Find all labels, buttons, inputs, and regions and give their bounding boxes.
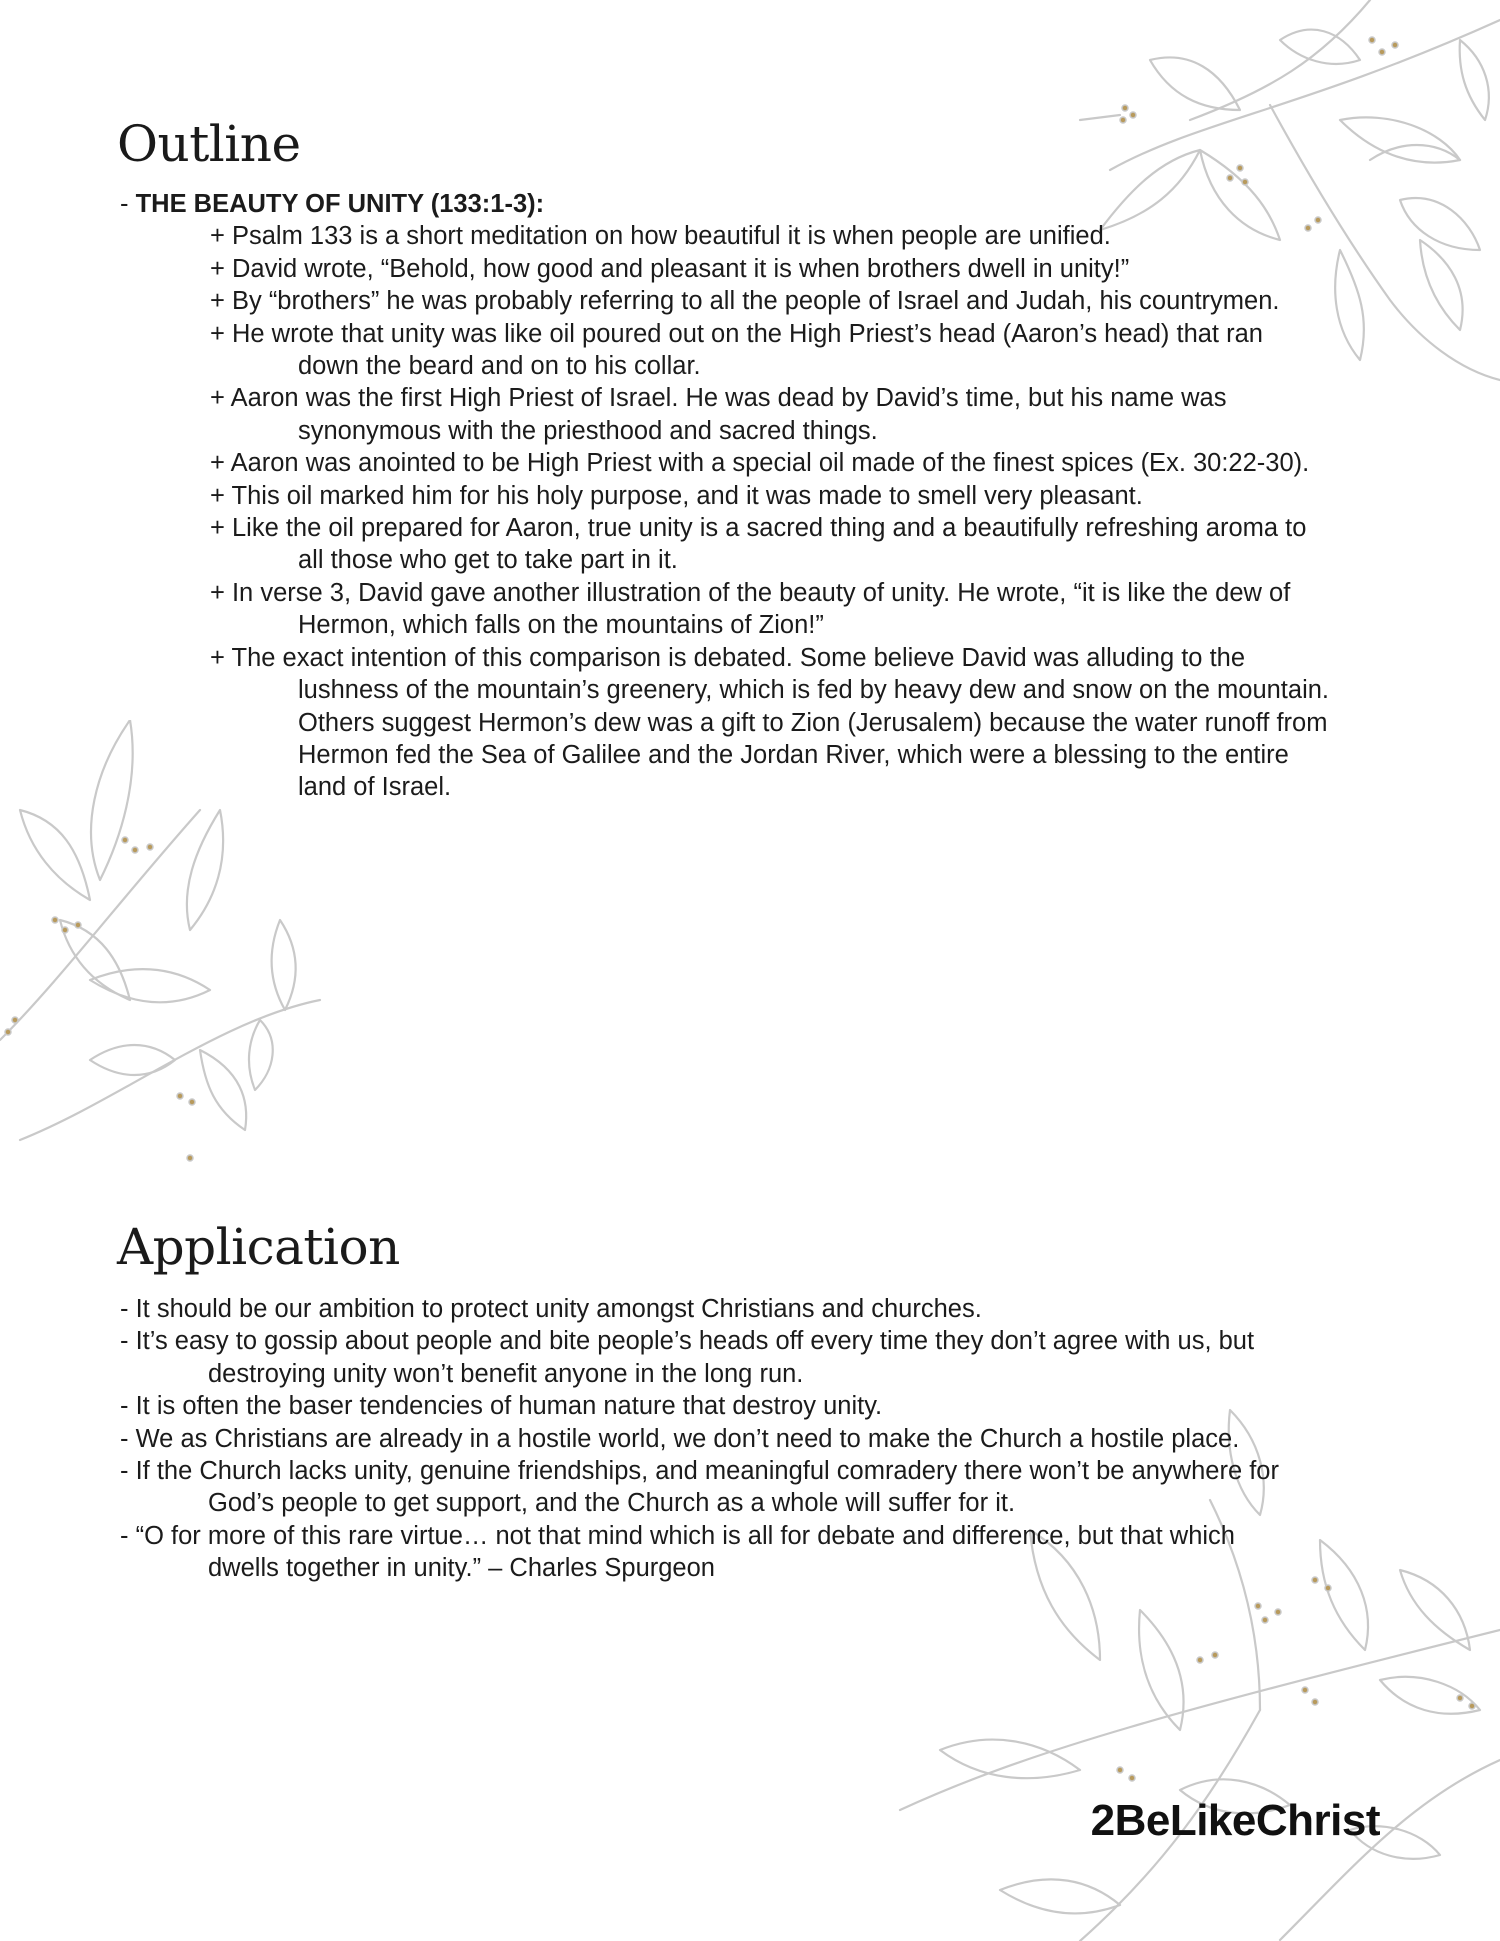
list-item: + This oil marked him for his holy purpose, and it was made to smell very pleasant. — [210, 481, 1143, 510]
outline-body — [120, 188, 1400, 804]
brand-logo: 2BeLikeChrist — [1090, 1796, 1380, 1845]
list-item: + Psalm 133 is a short meditation on how beautiful it is when people are unified. — [210, 222, 1111, 251]
list-item-continuation: destroying unity won’t benefit anyone in the long run. — [208, 1359, 804, 1388]
list-item: - If the Church lacks unity, genuine friendships, and meaningful comradery there won’t be anywhere for — [120, 1457, 1279, 1486]
list-item-continuation: dwells together in unity.” – Charles Spurgeon — [208, 1554, 715, 1583]
list-item: + David wrote, “Behold, how good and pleasant it is when brothers dwell in unity!” — [210, 254, 1130, 283]
outline-section-title: - THE BEAUTY OF UNITY (133:1-3): — [120, 190, 545, 218]
list-item: + Aaron was anointed to be High Priest with a special oil made of the finest spices (Ex. 30:22-30). — [210, 449, 1310, 478]
list-item-continuation: land of Israel. — [298, 773, 452, 802]
application-heading: Application — [117, 1218, 400, 1276]
list-item: - “O for more of this rare virtue… not that mind which is all for debate and difference, but that which — [120, 1521, 1235, 1550]
list-item: - We as Christians are already in a hostile world, we don’t need to make the Church a hostile place. — [120, 1424, 1240, 1453]
list-item-continuation: Others suggest Hermon’s dew was a gift to Zion (Jerusalem) because the water runoff from — [298, 708, 1328, 737]
list-item: + In verse 3, David gave another illustration of the beauty of unity. He wrote, “it is like the dew of — [210, 578, 1291, 607]
outline-heading: Outline — [117, 115, 301, 173]
list-item: + The exact intention of this comparison is debated. Some believe David was alluding to the — [210, 643, 1246, 672]
application-body — [120, 1293, 1400, 1585]
list-item-continuation: synonymous with the priesthood and sacred things. — [298, 416, 878, 445]
list-item-continuation: Hermon, which falls on the mountains of Zion!” — [298, 611, 824, 640]
list-item-continuation: Hermon fed the Sea of Galilee and the Jordan River, which were a blessing to the entire — [298, 740, 1289, 769]
list-item: + Aaron was the first High Priest of Israel. He was dead by David’s time, but his name was — [210, 384, 1227, 413]
list-item: + He wrote that unity was like oil poured out on the High Priest’s head (Aaron’s head) that ran — [210, 319, 1263, 348]
list-item: + By “brothers” he was probably referring to all the people of Israel and Judah, his countrymen. — [210, 287, 1280, 316]
list-item: - It is often the baser tendencies of human nature that destroy unity. — [120, 1392, 883, 1421]
section-title-text: THE BEAUTY OF UNITY (133:1-3): — [135, 190, 545, 218]
list-item: + Like the oil prepared for Aaron, true unity is a sacred thing and a beautifully refreshing aroma to — [210, 514, 1307, 543]
list-item-continuation: lushness of the mountain’s greenery, which is fed by heavy dew and snow on the mountain. — [298, 676, 1330, 705]
list-item: - It should be our ambition to protect unity amongst Christians and churches. — [120, 1295, 982, 1323]
list-item-continuation: down the beard and on to his collar. — [298, 352, 701, 381]
list-item: - It’s easy to gossip about people and bite people’s heads off every time they don’t agree with us, but — [120, 1327, 1255, 1356]
list-item-continuation: God’s people to get support, and the Church as a whole will suffer for it. — [208, 1489, 1016, 1518]
list-item-continuation: all those who get to take part in it. — [298, 546, 678, 575]
